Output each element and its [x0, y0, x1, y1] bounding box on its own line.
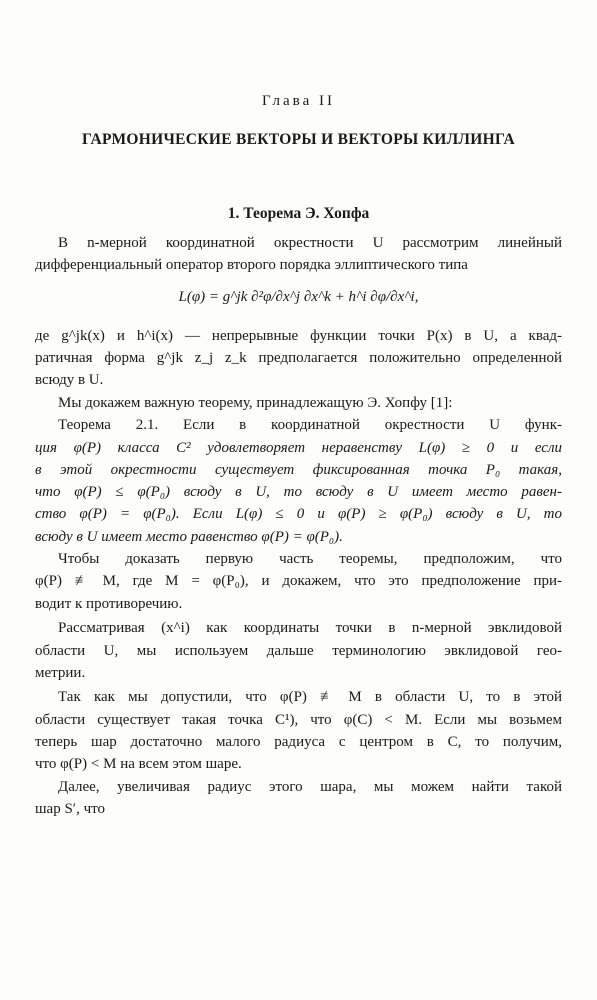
theorem-line: в этой окрестности существует фиксированная точка P₀ такая, [35, 462, 562, 478]
text-line: всюду в U. [35, 372, 104, 388]
text-line: области U, мы используем дальше терминологию эвклидовой гео- [35, 643, 562, 659]
theorem-line: Теорема 2.1. Если в координатной окрестности U функ- [58, 417, 562, 433]
text-line: В n-мерной координатной окрестности U рассмотрим линейный [58, 235, 562, 251]
text-line: водит к противоречию. [35, 596, 183, 612]
text-line: Далее, увеличивая радиус этого шара, мы можем найти такой [58, 779, 562, 795]
text-line: шар S′, что [35, 801, 105, 817]
text-line: де g^jk(x) и h^i(x) — непрерывные функции точки P(x) в U, а квад- [35, 328, 562, 344]
section-title: 1. Теорема Э. Хопфа [227, 205, 370, 222]
text-line: метрии. [35, 665, 86, 681]
theorem-line: ция φ(P) класса C² удовлетворяет неравенству L(φ) ≥ 0 и если [35, 440, 562, 456]
operator-formula: L(φ) = g^jk ∂²φ/∂x^j ∂x^k + h^i ∂φ/∂x^i, [178, 289, 419, 305]
text-line: ратичная форма g^jk z_j z_k предполагается положительно определенной [35, 350, 562, 366]
chapter-title: ГАРМОНИЧЕСКИЕ ВЕКТОРЫ И ВЕКТОРЫ КИЛЛИНГА [82, 131, 515, 148]
text-line: Рассматривая (x^i) как координаты точки в n-мерной эвклидовой [58, 620, 562, 636]
text-line: Мы докажем важную теорему, принадлежащую Э. Хопфу [1]: [58, 395, 453, 411]
text-line: области существует такая точка C¹), что φ(C) < M. Если мы возьмем [35, 712, 562, 728]
chapter-label: Глава II [262, 93, 335, 109]
theorem-line: всюду в U имеет место равенство φ(P) = φ(P₀). [35, 529, 343, 545]
theorem-line: ство φ(P) = φ(P₀). Если L(φ) ≤ 0 и φ(P) ≥ φ(P₀) всюду в U, то [35, 506, 562, 522]
text-line: Чтобы доказать первую часть теоремы, предположим, что [58, 551, 562, 567]
text-line: φ(P) ≢ M, где M = φ(P₀), и докажем, что это предположение при- [35, 573, 562, 589]
text-line: Так как мы допустили, что φ(P) ≢ M в области U, то в этой [58, 689, 562, 705]
theorem-line: что φ(P) ≤ φ(P₀) всюду в U, то всюду в U имеет место равен- [35, 484, 562, 500]
text-line: дифференциальный оператор второго порядка эллиптического типа [35, 257, 468, 273]
text-line: теперь шар достаточно малого радиуса с центром в C, то получим, [35, 734, 562, 750]
text-line: что φ(P) < M на всем этом шаре. [35, 756, 242, 772]
